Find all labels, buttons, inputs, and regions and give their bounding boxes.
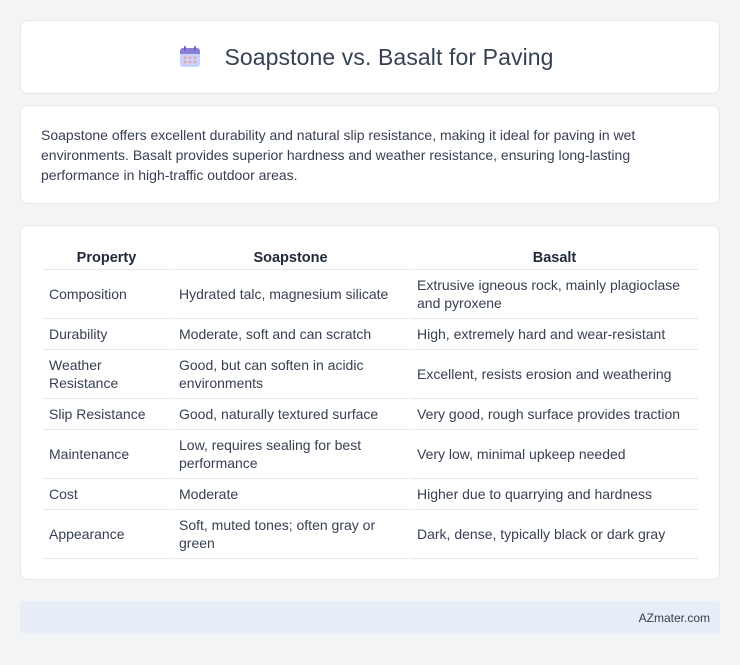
table-row [43, 350, 698, 399]
cell-soapstone: Soft, muted tones; often gray or green [170, 510, 408, 559]
cell-basalt: Higher due to quarrying and hardness [408, 479, 698, 510]
footer-bar [20, 601, 720, 634]
header-property: Property [43, 246, 170, 270]
cell-basalt: High, extremely hard and wear-resistant [408, 319, 698, 350]
cell-basalt: Very low, minimal upkeep needed [408, 430, 698, 479]
comparison-table [43, 246, 698, 559]
title-card [20, 20, 720, 94]
table-row [43, 510, 698, 559]
table-row [43, 479, 698, 510]
cell-property: Appearance [43, 510, 170, 559]
comparison-table-card [20, 225, 720, 580]
cell-soapstone: Good, but can soften in acidic environments [170, 350, 408, 399]
cell-property: Maintenance [43, 430, 170, 479]
cell-property: Composition [43, 270, 170, 319]
table-row [43, 399, 698, 430]
footer-brand: AZmater.com [638, 610, 710, 625]
table-header-row [43, 246, 698, 270]
cell-property: Weather Resistance [43, 350, 170, 399]
cell-basalt: Dark, dense, typically black or dark gray [408, 510, 698, 559]
cell-basalt: Very good, rough surface provides traction [408, 399, 698, 430]
table-row [43, 430, 698, 479]
cell-basalt: Extrusive igneous rock, mainly plagioclase and pyroxene [408, 270, 698, 319]
cell-soapstone: Moderate, soft and can scratch [170, 319, 408, 350]
page-title: Soapstone vs. Basalt for Paving [224, 43, 554, 70]
header-soapstone: Soapstone [170, 246, 408, 270]
header-basalt: Basalt [408, 246, 698, 270]
cell-property: Slip Resistance [43, 399, 170, 430]
calendar-icon [178, 45, 202, 69]
table-row [43, 319, 698, 350]
cell-basalt: Excellent, resists erosion and weathering [408, 350, 698, 399]
cell-soapstone: Good, naturally textured surface [170, 399, 408, 430]
cell-soapstone: Hydrated talc, magnesium silicate [170, 270, 408, 319]
cell-property: Cost [43, 479, 170, 510]
summary-paragraph: Soapstone offers excellent durability and natural slip resistance, making it ideal for paving in wet environments. Basalt provides superior hardness and weather resistance, ensuring long-lasting performance in high-traffic outdoor areas. [41, 127, 636, 183]
cell-property: Durability [43, 319, 170, 350]
summary-card [20, 105, 720, 204]
table-row [43, 270, 698, 319]
cell-soapstone: Moderate [170, 479, 408, 510]
cell-soapstone: Low, requires sealing for best performance [170, 430, 408, 479]
